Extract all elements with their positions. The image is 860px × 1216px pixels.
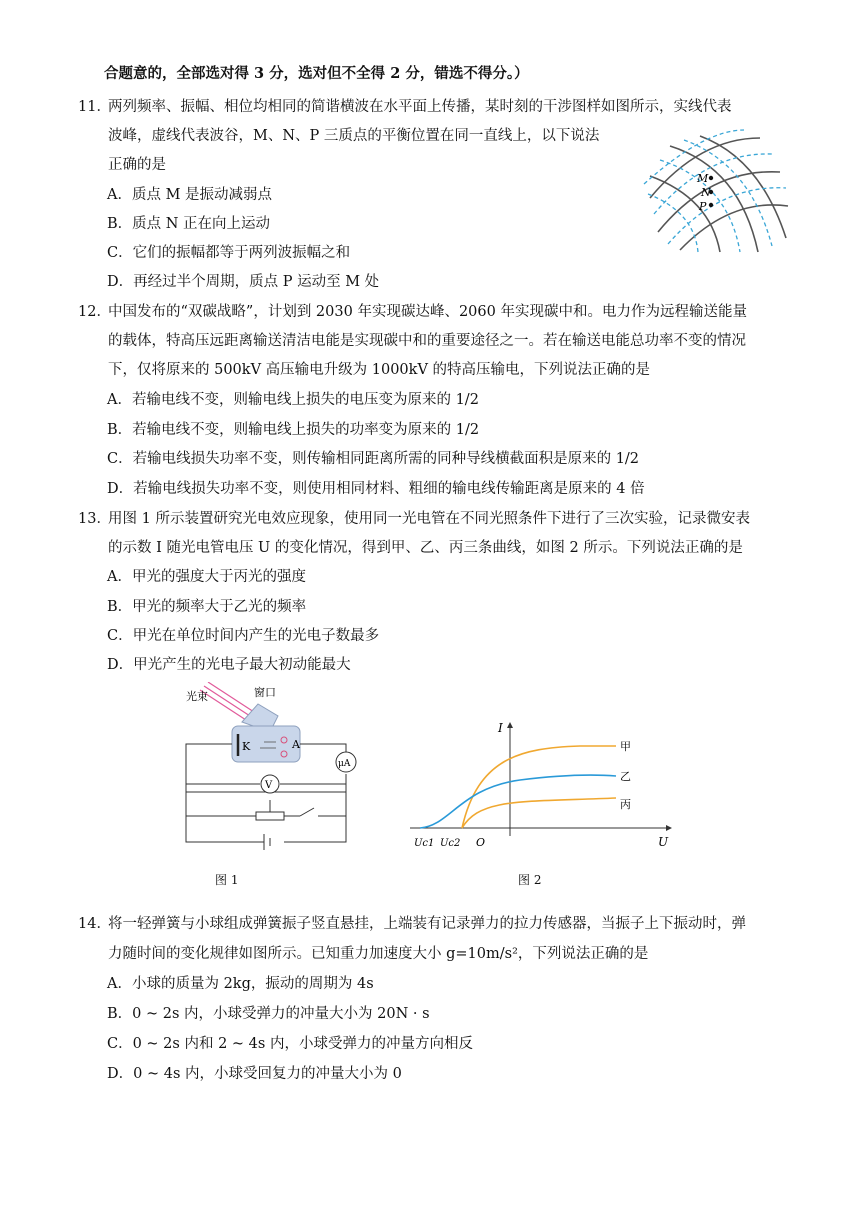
axis-i-label: I [498, 721, 503, 735]
photoelectric-circuit-figure [180, 682, 360, 852]
label-n: N [701, 186, 711, 199]
uc1-label: Uc1 [414, 838, 435, 849]
instruction-note: 合题意的，全部选对得 3 分，选对但不全得 2 分，错选不得分。） [104, 65, 529, 82]
q11-option-d: D．再经过半个周期，质点 P 运动至 M 处 [107, 274, 380, 290]
beam-label: 光束 [186, 690, 208, 703]
wave-interference-figure [640, 128, 790, 254]
q12-number: 12． [78, 304, 111, 320]
curve-bing-label: 丙 [620, 798, 631, 811]
q13-number: 13． [78, 511, 111, 527]
iu-curve-figure [410, 718, 680, 853]
voltmeter-label: V [265, 780, 273, 791]
q14-number: 14． [78, 916, 111, 932]
anode-label: A [292, 738, 300, 751]
q11-option-c: C．它们的振幅都等于两列波振幅之和 [107, 245, 351, 261]
axis-u-label: U [658, 835, 669, 849]
curve-yi-label: 乙 [620, 770, 631, 783]
q14-option-c: C．0 ~ 2s 内和 2 ~ 4s 内，小球受弹力的冲量方向相反 [107, 1036, 473, 1052]
q12-option-a: A．若输电线不变，则输电线上损失的电压变为原来的 1/2 [107, 392, 479, 408]
figure2-caption: 图 2 [518, 873, 542, 887]
q11-stem-3: 正确的是 [108, 157, 166, 173]
q14-stem-2: 力随时间的变化规律如图所示。已知重力加速度大小 g=10m/s²，下列说法正确的是 [108, 946, 649, 962]
q13-option-d: D．甲光产生的光电子最大初动能最大 [107, 657, 351, 673]
q13-option-b: B．甲光的频率大于乙光的频率 [107, 599, 307, 615]
q14-option-b: B．0 ~ 2s 内，小球受弹力的冲量大小为 20N · s [107, 1006, 430, 1022]
q12-option-d: D．若输电线损失功率不变，则使用相同材料、粗细的输电线传输距离是原来的 4 倍 [107, 481, 645, 497]
q14-option-d: D．0 ~ 4s 内，小球受回复力的冲量大小为 0 [107, 1066, 402, 1082]
q12-option-c: C．若输电线损失功率不变，则传输相同距离所需的同种导线横截面积是原来的 1/2 [107, 451, 640, 467]
figure1-caption: 图 1 [215, 873, 239, 887]
q13-option-a: A．甲光的强度大于丙光的强度 [107, 569, 306, 585]
window-label: 窗口 [254, 686, 276, 699]
cathode-label: K [242, 740, 251, 753]
q11-option-b: B．质点 N 正在向上运动 [107, 216, 271, 232]
q13-stem-2: 的示数 I 随光电管电压 U 的变化情况，得到甲、乙、丙三条曲线，如图 2 所示。下列说法正确的是 [108, 540, 743, 556]
q11-stem-2: 波峰，虚线代表波谷，M、N、P 三质点的平衡位置在同一直线上，以下说法 [108, 128, 600, 144]
q13-stem-1: 用图 1 所示装置研究光电效应现象，使用同一光电管在不同光照条件下进行了三次实验，记录微安表 [108, 511, 750, 527]
q12-stem-1: 中国发布的“双碳战略”，计划到 2030 年实现碳达峰、2060 年实现碳中和。电力作为远程输送能量 [108, 304, 747, 320]
q12-option-b: B．若输电线不变，则输电线上损失的功率变为原来的 1/2 [107, 422, 480, 438]
origin-label: O [476, 836, 486, 849]
q14-stem-1: 将一轻弹簧与小球组成弹簧振子竖直悬挂，上端装有记录弹力的拉力传感器，当振子上下振动时，弹 [108, 916, 746, 932]
microammeter-label: μA [338, 759, 351, 769]
q11-stem-1: 两列频率、振幅、相位均相同的简谐横波在水平面上传播，某时刻的干涉图样如图所示，实线代表 [108, 99, 732, 115]
uc2-label: Uc2 [440, 838, 461, 849]
q13-option-c: C．甲光在单位时间内产生的光电子数最多 [107, 628, 380, 644]
q12-stem-3: 下，仅将原来的 500kV 高压输电升级为 1000kV 的特高压输电，下列说法正确的是 [108, 362, 651, 378]
curve-jia-label: 甲 [620, 740, 631, 753]
q14-option-a: A．小球的质量为 2kg，振动的周期为 4s [107, 976, 374, 992]
label-p: P [699, 200, 707, 213]
q11-number: 11． [78, 99, 111, 115]
label-m: M [697, 172, 709, 185]
q12-stem-2: 的载体，特高压远距离输送清洁电能是实现碳中和的重要途径之一。若在输送电能总功率不变的情况 [108, 333, 746, 349]
q11-option-a: A．质点 M 是振动减弱点 [107, 187, 273, 203]
